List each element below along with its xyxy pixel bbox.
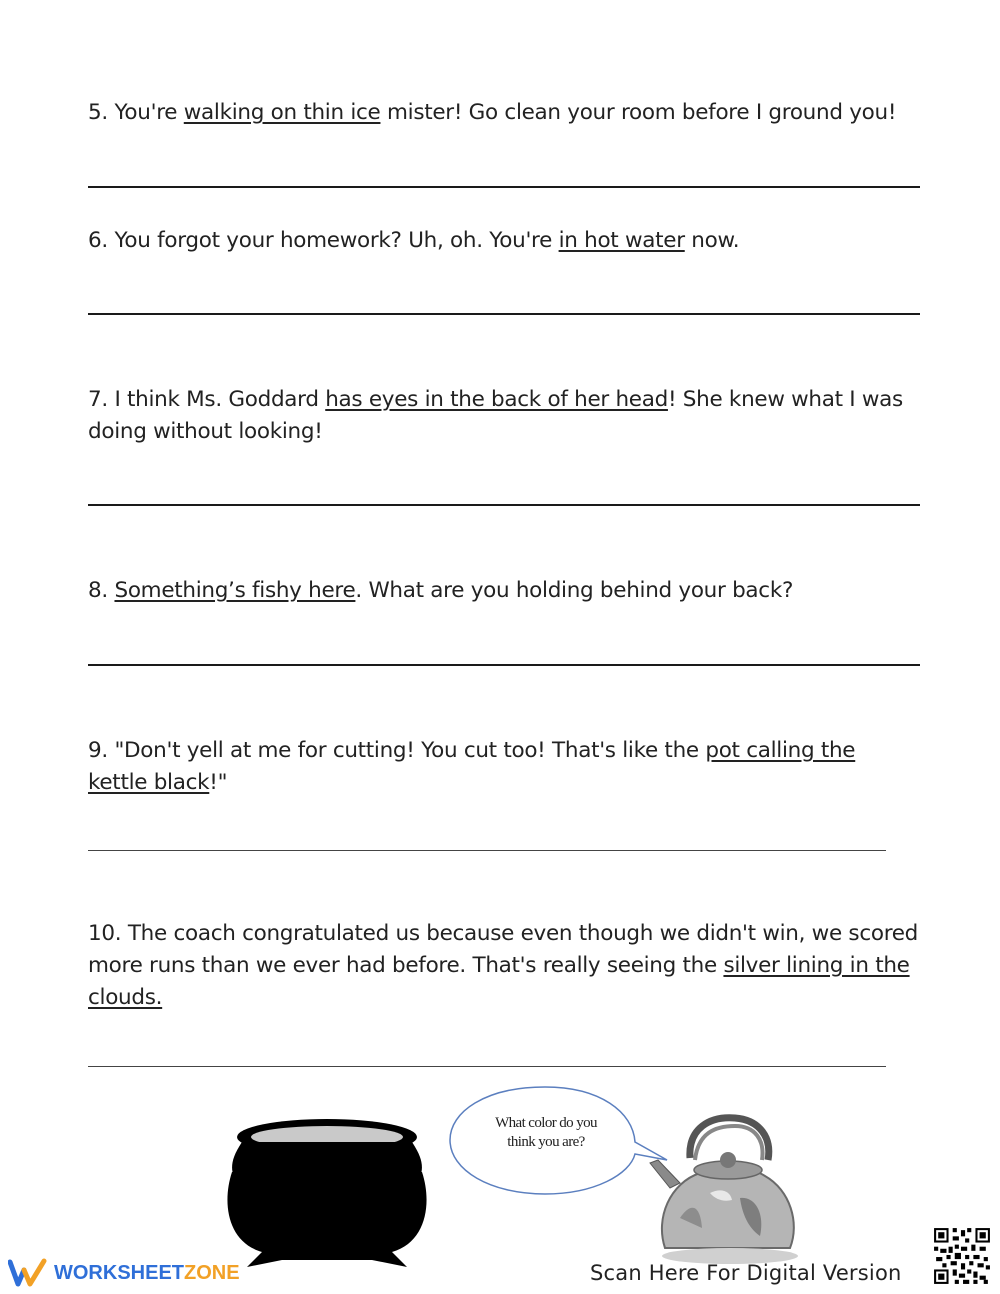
question-5: 5. You're walking on thin ice mister! Go clean your room before I ground you! [88, 100, 897, 125]
answer-line[interactable] [88, 850, 886, 851]
idiom: silver lining in the clouds. [88, 953, 910, 1010]
idiom: has eyes in the back of her head [325, 387, 668, 412]
question-9: 9. "Don't yell at me for cutting! You cut too! That's like the pot calling the kettle black!" [88, 738, 856, 795]
question-6: 6. You forgot your homework? Uh, oh. You're in hot water now. [88, 228, 740, 253]
answer-line[interactable] [88, 1066, 886, 1067]
answer-line[interactable] [88, 313, 920, 315]
idiom: walking on thin ice [183, 100, 381, 125]
idiom: in hot water [558, 228, 685, 253]
answer-line[interactable] [88, 186, 920, 188]
worksheet-zone-logo[interactable] [8, 1258, 240, 1288]
idiom: Something’s fishy here [114, 578, 356, 603]
qr-code-icon[interactable] [932, 1226, 992, 1286]
question-7: 7. I think Ms. Goddard has eyes in the back of her head! She knew what I was doing without looking! [88, 387, 903, 444]
idiom: pot calling the kettle black [88, 738, 856, 795]
answer-line[interactable] [88, 664, 920, 666]
question-8: 8. Something’s fishy here. What are you holding behind your back? [88, 578, 794, 603]
cauldron-pot-image [222, 1112, 432, 1272]
question-10: 10. The coach congratulated us because even though we didn't win, we scored more runs than we ever had before. That's really seeing the silver lining in the clouds. [88, 921, 919, 1010]
speech-bubble-text: What color do you think you are? [495, 1115, 597, 1150]
scan-text: Scan Here For Digital Version [590, 1261, 902, 1285]
kettle-image [640, 1108, 810, 1268]
worksheet-zone-logo-icon [8, 1258, 48, 1288]
logo-text: WORKSHEETZONE [54, 1261, 240, 1284]
answer-line[interactable] [88, 504, 920, 506]
